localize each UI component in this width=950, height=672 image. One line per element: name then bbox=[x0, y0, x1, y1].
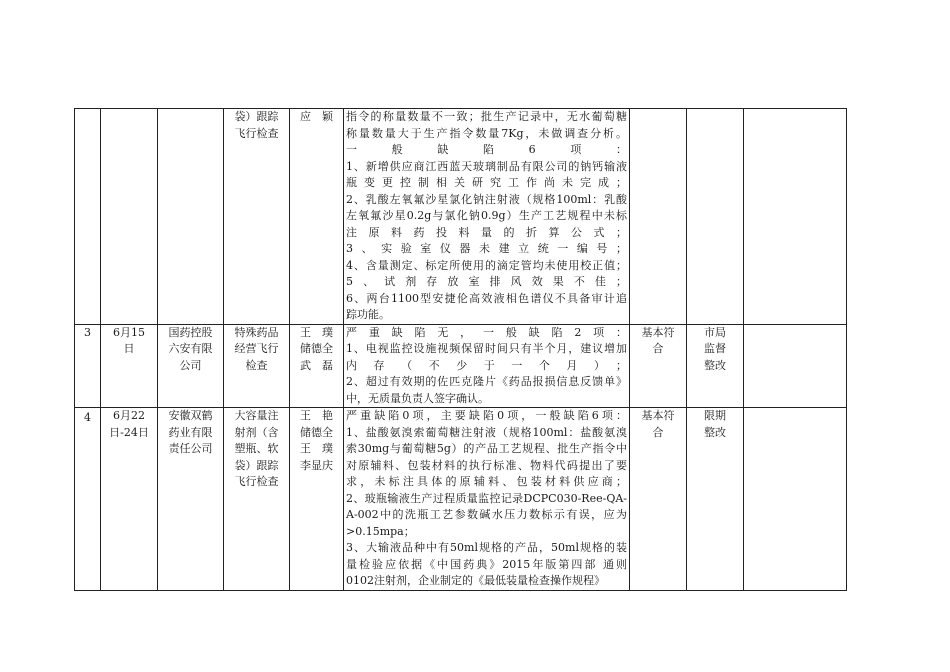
cell-text-line: 王 璞 bbox=[300, 325, 333, 339]
cell-text-line: 限期 bbox=[704, 409, 726, 422]
cell-inspectors bbox=[290, 324, 344, 408]
cell-text-line: 严重缺陷0项，主要缺陷0项，一般缺陷6项： bbox=[346, 409, 627, 422]
cell-text-line: 飞行检查 bbox=[234, 126, 279, 140]
cell-text-line: 袋）跟踪 bbox=[234, 458, 279, 472]
cell-text-line: 注原料药投料量的折算公式； bbox=[346, 225, 627, 239]
cell-defects bbox=[344, 324, 630, 408]
cell-inspectors bbox=[290, 109, 344, 325]
cell-text-line: 6月22 bbox=[113, 409, 145, 422]
cell-text-line: 储德全 bbox=[300, 425, 333, 439]
cell-number bbox=[75, 109, 101, 325]
cell-text-line: 求，未标注具体的原辅料、包装材料供应商； bbox=[346, 475, 627, 488]
cell-text-line: 整改 bbox=[704, 358, 726, 372]
table-body bbox=[75, 109, 847, 591]
cell-result bbox=[630, 408, 687, 591]
cell-text-line: 严重缺陷无，一般缺陷2项： bbox=[346, 325, 627, 339]
cell-text-line: 6、两台1100型安捷伦高效液相色谱仪不具备审计追 bbox=[346, 291, 627, 305]
cell-text-line: 公司 bbox=[179, 358, 202, 372]
cell-text-line: 5、试剂存放室排风效果不佳； bbox=[346, 275, 627, 288]
cell-text-line: 称量数量大于生产指令数量7Kg，未做调查分析。 bbox=[346, 126, 627, 140]
cell-text-line: 1、新增供应商江西蓝天玻璃制品有限公司的钠钙输液 bbox=[346, 159, 627, 173]
cell-text-line: 监督 bbox=[704, 342, 726, 355]
cell-text-line: 踪功能。 bbox=[346, 308, 390, 321]
cell-text-line: 储德全 bbox=[300, 342, 333, 355]
cell-text-line: 药业有限 bbox=[168, 425, 213, 439]
cell-company bbox=[158, 324, 224, 408]
cell-text-line: 检查 bbox=[245, 358, 268, 372]
cell-text-line: 合 bbox=[652, 342, 664, 355]
table-row bbox=[75, 324, 847, 408]
cell-text-line: 基本符 bbox=[641, 325, 675, 339]
cell-inspection-type bbox=[224, 408, 290, 591]
cell-text-line: 左氧氟沙星0.2g与氯化钠0.9g）生产工艺规程中未标 bbox=[346, 209, 627, 222]
cell-text-line: 王 璞 bbox=[300, 442, 333, 455]
table-row bbox=[75, 408, 847, 591]
cell-text-line: 袋）跟踪 bbox=[234, 110, 279, 123]
cell-date bbox=[101, 408, 158, 591]
cell-text-line: 2、玻瓶输液生产过程质量监控记录DCPC030-Ree-QA- bbox=[346, 491, 627, 505]
cell-text-line: A-002中的洗瓶工艺参数碱水压力数标示有误，应为 bbox=[346, 508, 627, 521]
cell-defects bbox=[344, 109, 630, 325]
cell-text-line: 经营飞行 bbox=[234, 342, 279, 355]
cell-text: 4 bbox=[84, 411, 91, 424]
cell-text-line: 大容量注 bbox=[234, 409, 279, 422]
cell-text-line: 1、电视监控设施视频保留时间只有半个月，建议增加 bbox=[346, 342, 627, 355]
cell-text-line: 责任公司 bbox=[168, 442, 213, 455]
cell-text-line: 武 磊 bbox=[300, 358, 333, 372]
table-row bbox=[75, 109, 847, 325]
cell-result bbox=[630, 109, 687, 325]
cell-text-line: 六安有限 bbox=[168, 342, 213, 355]
cell-inspection-type bbox=[224, 324, 290, 408]
cell-measure bbox=[687, 408, 744, 591]
cell-text-line: 内存（不少于一个月）； bbox=[346, 358, 627, 372]
cell-text-line: 塑瓶、软 bbox=[234, 442, 279, 455]
cell-text-line: 索30mg与葡萄糖5g）的产品工艺规程、批生产指令中 bbox=[346, 442, 627, 455]
cell-text-line: 射剂（含 bbox=[234, 425, 279, 439]
cell-text-line: 量检验应依据《中国药典》2015年版第四部 通则 bbox=[346, 557, 627, 571]
cell-text-line: 3、实验室仪器未建立统一编号； bbox=[346, 242, 627, 255]
cell-remarks bbox=[744, 109, 847, 325]
cell-result bbox=[630, 324, 687, 408]
cell-text-line: 李显庆 bbox=[300, 458, 333, 472]
cell-date bbox=[101, 109, 158, 325]
cell-measure bbox=[687, 324, 744, 408]
cell-text-line: 4、含量测定、标定所使用的滴定管均未使用校正值； bbox=[346, 258, 627, 272]
cell-text-line: 2、乳酸左氧氟沙星氯化钠注射液（规格100ml：乳酸 bbox=[346, 192, 627, 206]
cell-text-line: 安徽双鹤 bbox=[168, 409, 213, 422]
cell-number bbox=[75, 324, 101, 408]
cell-text-line: 指令的称量数量不一致；批生产记录中，无水葡萄糖 bbox=[346, 110, 627, 123]
cell-text-line: 对原辅料、包装材料的执行标准、物料代码提出了要 bbox=[346, 458, 627, 472]
cell-text-line: 一般缺陷6项： bbox=[346, 143, 627, 156]
cell-date bbox=[101, 324, 158, 408]
cell-text-line: 瓶变更控制相关研究工作尚未完成； bbox=[346, 176, 627, 189]
cell-text-line: 特殊药品 bbox=[234, 325, 279, 339]
cell-measure bbox=[687, 109, 744, 325]
cell-inspectors bbox=[290, 408, 344, 591]
cell-text-line: 中，无质量负责人签字确认。 bbox=[346, 391, 489, 405]
cell-text-line: 合 bbox=[652, 425, 664, 439]
cell-text-line: 市局 bbox=[704, 325, 726, 339]
cell-remarks bbox=[744, 408, 847, 591]
cell-text-line: 飞行检查 bbox=[234, 475, 279, 488]
cell-company bbox=[158, 408, 224, 591]
cell-remarks bbox=[744, 324, 847, 408]
cell-text-line: 王 艳 bbox=[300, 409, 333, 422]
cell-number bbox=[75, 408, 101, 591]
cell-defects bbox=[344, 408, 630, 591]
cell-text-line: 0102注射剂，企业制定的《最低装量检查操作规程》 bbox=[346, 574, 605, 587]
cell-text-line: 基本符 bbox=[641, 409, 675, 422]
cell-text-line: >0.15mpa； bbox=[346, 524, 415, 538]
cell-text-line: 应 颖 bbox=[300, 110, 333, 123]
cell-text-line: 3、大输液品种中有50ml规格的产品，50ml规格的装 bbox=[346, 541, 627, 554]
cell-text-line: 1、盐酸氨溴索葡萄糖注射液（规格100ml：盐酸氨溴 bbox=[346, 425, 627, 439]
cell-text-line: 日 bbox=[123, 342, 135, 355]
inspection-table bbox=[74, 108, 847, 591]
cell-text: 3 bbox=[84, 325, 91, 339]
cell-text-line: 整改 bbox=[704, 425, 726, 439]
cell-text-line: 6月15 bbox=[113, 325, 145, 339]
cell-text-line: 日-24日 bbox=[109, 425, 149, 439]
cell-inspection-type bbox=[224, 109, 290, 325]
cell-text-line: 国药控股 bbox=[168, 325, 213, 339]
cell-company bbox=[158, 109, 224, 325]
cell-text-line: 2、超过有效期的佐匹克隆片《药品报损信息反馈单》 bbox=[346, 375, 627, 388]
